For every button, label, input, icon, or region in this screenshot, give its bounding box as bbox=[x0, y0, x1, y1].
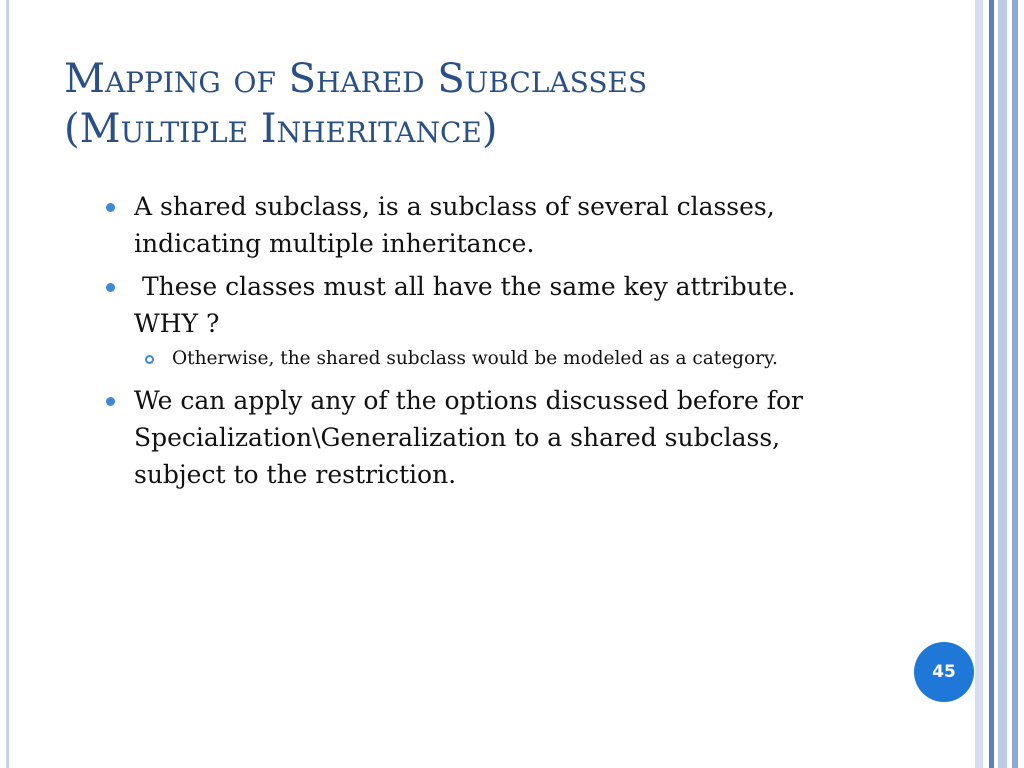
bullet-dot-icon bbox=[106, 283, 115, 292]
stripe-3 bbox=[998, 0, 1007, 768]
sub-bullet-item bbox=[100, 346, 930, 372]
slide-title-line-1: Mapping of Shared Subclasses bbox=[64, 56, 648, 102]
page-number-badge bbox=[914, 642, 974, 702]
stripe-4 bbox=[1012, 0, 1018, 768]
bullet-item-3 bbox=[100, 382, 930, 493]
bullet-list bbox=[100, 188, 930, 499]
bullet-dot-icon bbox=[106, 397, 115, 406]
hollow-circle-icon bbox=[145, 355, 154, 364]
bullet-text-1: A shared subclass, is a subclass of several classes, indicating multiple inheritance. bbox=[134, 192, 775, 258]
slide-title bbox=[64, 54, 944, 154]
left-border-line bbox=[6, 0, 9, 768]
stripe-2 bbox=[989, 0, 994, 768]
bullet-text-2: These classes must all have the same key attribute. WHY ? bbox=[134, 272, 796, 338]
right-decorative-stripes bbox=[975, 0, 1024, 768]
slide-title-line-2: (Multiple Inheritance) bbox=[64, 106, 498, 152]
sub-bullet-text: Otherwise, the shared subclass would be modeled as a category. bbox=[172, 348, 778, 369]
bullet-text-3: We can apply any of the options discussed before for Specialization\Generalization to a shared subclass, subject to the restriction. bbox=[134, 386, 803, 489]
stripe-1 bbox=[975, 0, 983, 768]
bullet-dot-icon bbox=[106, 203, 115, 212]
bullet-item-1 bbox=[100, 188, 930, 262]
page-number: 45 bbox=[932, 662, 956, 682]
bullet-item-2 bbox=[100, 268, 930, 342]
